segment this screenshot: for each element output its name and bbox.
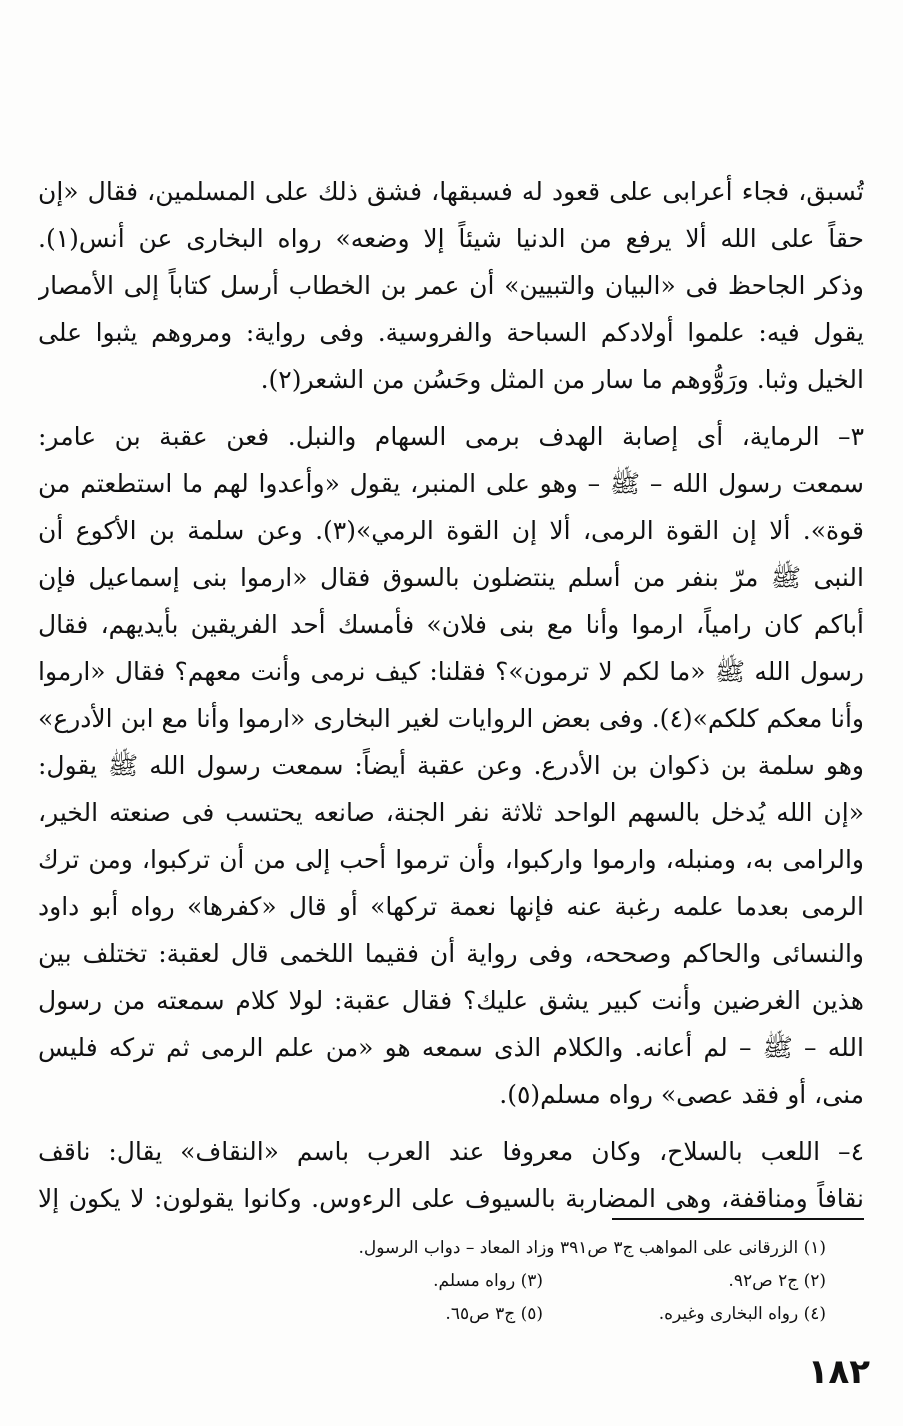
footnote-2: (٢) ج٢ ص٩٢.: [728, 1271, 826, 1291]
text-line: يقول فيه: علموا أولادكم السباحة والفروسية. وفى رواية: ومروهم يثبوا على: [38, 318, 864, 347]
body-text: [38, 168, 864, 1222]
footnote-row: [260, 1265, 826, 1298]
paragraph-gap: [38, 1118, 864, 1128]
text-line: منى، أو فقد عصى» رواه مسلم(٥).: [499, 1080, 864, 1109]
footnote-row: [260, 1298, 826, 1331]
footnote-row: [260, 1232, 826, 1265]
text-line: الخيل وثبا. ورَوُّوهم ما سار من المثل وحَسُن من الشعر(٢).: [260, 365, 864, 394]
text-line: أباكم كان رامياً، ارموا وأنا مع بنى فلان» فأمسك أحد الفريقين بأيديهم، فقال: [38, 610, 864, 639]
text-line: وذكر الجاحظ فى «البيان والتبيين» أن عمر بن الخطاب أرسل كتاباً إلى الأمصار: [38, 271, 864, 300]
text-line: الله – ﷺ – لم أعانه. والكلام الذى سمعه هو «من علم الرمى ثم تركه فليس: [38, 1033, 864, 1062]
text-line: وهو سلمة بن ذكوان بن الأدرع. وعن عقبة أيضاً: سمعت رسول الله ﷺ يقول:: [38, 751, 864, 780]
text-line: والنسائى والحاكم وصححه، وفى رواية أن فقيما اللخمى قال لعقبة: تختلف بين: [38, 939, 864, 968]
footnote-4: (٤) رواه البخارى وغيره.: [658, 1304, 826, 1324]
text-line: نقافاً ومناقفة، وهى المضاربة بالسيوف على الرءوس. وكانوا يقولون: لا يكون إلا: [38, 1184, 864, 1213]
text-line: ٣– الرماية، أى إصابة الهدف برمى السهام والنبل. فعن عقبة بن عامر:: [38, 422, 864, 451]
paragraph-gap: [38, 403, 864, 413]
text-line: والرامى به، ومنبله، وارموا واركبوا، وأن ترموا أحب إلى من أن تركبوا، ومن ترك: [38, 845, 864, 874]
footnotes: [260, 1232, 826, 1331]
text-line: وأنا معكم كلكم»(٤). وفى بعض الروايات لغير البخارى «ارموا وأنا مع ابن الأدرع»: [38, 704, 864, 733]
footnote-1: (١) الزرقانى على المواهب ج٣ ص٣٩١ وزاد المعاد – دواب الرسول.: [358, 1238, 826, 1258]
footnote-3: (٣) رواه مسلم.: [433, 1271, 543, 1291]
page-number: ١٨٢: [807, 1352, 870, 1392]
footnote-5: (٥) ج٣ ص٦٥.: [445, 1304, 543, 1324]
text-line: ٤– اللعب بالسلاح، وكان معروفا عند العرب باسم «النقاف» يقال: ناقف: [38, 1137, 864, 1166]
text-line: الرمى بعدما علمه رغبة عنه فإنها نعمة تركها» أو قال «كفرها» رواه أبو داود: [38, 892, 864, 921]
footnote-separator: [612, 1218, 864, 1220]
text-line: هذين الغرضين وأنت كبير يشق عليك؟ فقال عقبة: لولا كلام سمعته من رسول: [38, 986, 864, 1015]
text-line: حقاً على الله ألا يرفع من الدنيا شيئاً إلا وضعه» رواه البخارى عن أنس(١).: [38, 224, 864, 253]
text-line: «إن الله يُدخل بالسهم الواحد ثلاثة نفر الجنة، صانعه يحتسب فى صنعته الخير،: [38, 798, 864, 827]
text-line: تُسبق، فجاء أعرابى على قعود له فسبقها، فشق ذلك على المسلمين، فقال «إن: [38, 177, 864, 206]
text-line: سمعت رسول الله – ﷺ – وهو على المنبر، يقول «وأعدوا لهم ما استطعتم من: [38, 469, 864, 498]
text-line: النبى ﷺ مرّ بنفر من أسلم ينتضلون بالسوق فقال «ارموا بنى إسماعيل فإن: [38, 563, 864, 592]
text-line: رسول الله ﷺ «ما لكم لا ترمون»؟ فقلنا: كيف نرمى وأنت معهم؟ فقال «ارموا: [38, 657, 864, 686]
text-line: قوة». ألا إن القوة الرمى، ألا إن القوة الرمي»(٣). وعن سلمة بن الأكوع أن: [38, 516, 864, 545]
